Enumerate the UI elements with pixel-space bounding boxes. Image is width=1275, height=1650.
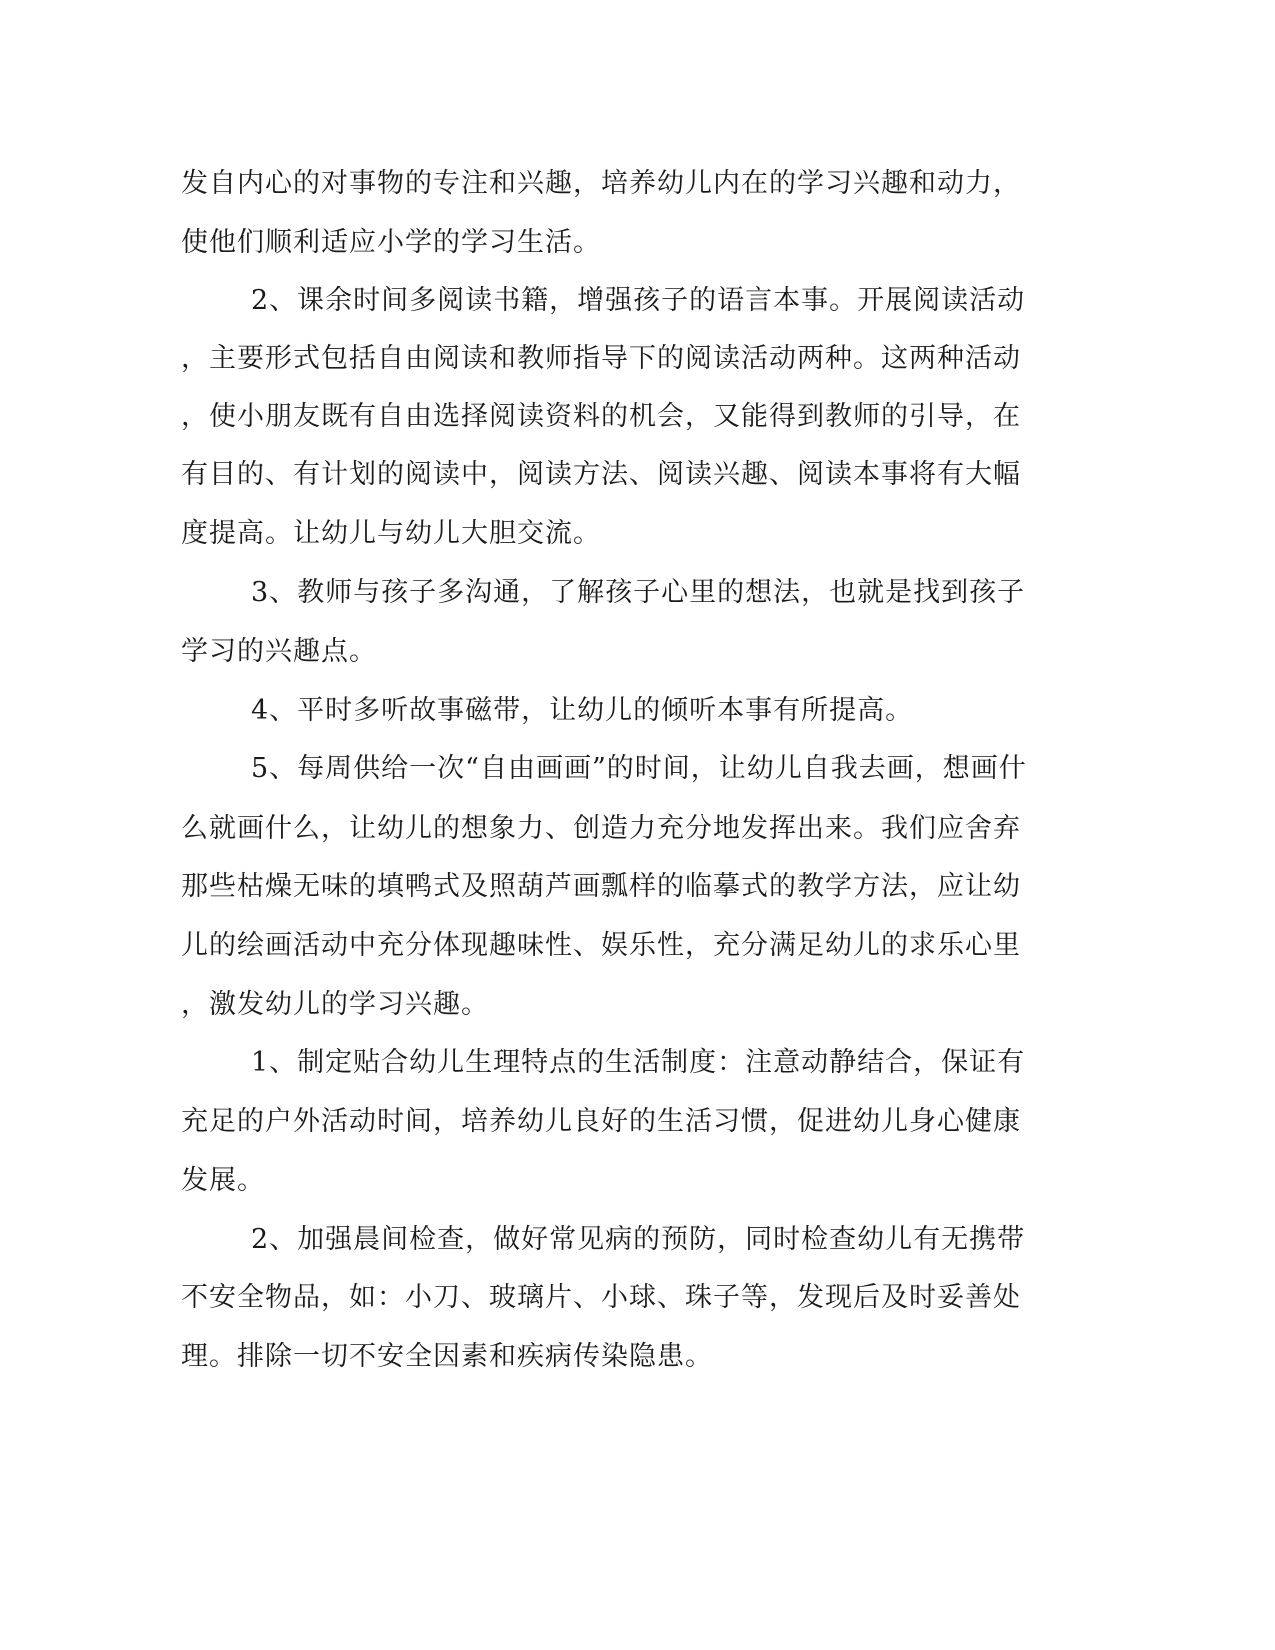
text-line: ，主要形式包括自由阅读和教师指导下的阅读活动两种。这两种活动 (181, 343, 1021, 374)
text-line: 充足的户外活动时间，培养幼儿良好的生活习惯，促进幼儿身心健康 (181, 1106, 1021, 1137)
text-line: 发自内心的对事物的专注和兴趣，培养幼儿内在的学习兴趣和动力， (181, 168, 1021, 199)
text-line: 儿的绘画活动中充分体现趣味性、娱乐性，充分满足幼儿的求乐心里 (181, 930, 1021, 961)
text-line: 5、每周供给一次“自由画画”的时间，让幼儿自我去画，想画什 (251, 753, 1027, 784)
text-line: ，使小朋友既有自由选择阅读资料的机会，又能得到教师的引导，在 (181, 401, 1021, 432)
text-line: 2、课余时间多阅读书籍，增强孩子的语言本事。开展阅读活动 (251, 285, 1026, 316)
text-line: 理。排除一切不安全因素和疾病传染隐患。 (181, 1341, 713, 1372)
text-line: ，激发幼儿的学习兴趣。 (181, 989, 489, 1020)
text-line: 么就画什么，让幼儿的想象力、创造力充分地发挥出来。我们应舍弃 (181, 813, 1021, 844)
text-line: 2、加强晨间检查，做好常见病的预防，同时检查幼儿有无携带 (251, 1224, 1026, 1255)
text-line: 3、教师与孩子多沟通，了解孩子心里的想法，也就是找到孩子 (251, 577, 1026, 608)
text-line: 有目的、有计划的阅读中，阅读方法、阅读兴趣、阅读本事将有大幅 (181, 459, 1021, 490)
text-line: 那些枯燥无味的填鸭式及照葫芦画瓢样的临摹式的教学方法，应让幼 (181, 871, 1021, 902)
text-line: 学习的兴趣点。 (181, 636, 377, 667)
text-line: 不安全物品，如：小刀、玻璃片、小球、珠子等，发现后及时妥善处 (181, 1282, 1021, 1313)
text-line: 使他们顺利适应小学的学习生活。 (181, 227, 601, 258)
text-line: 1、制定贴合幼儿生理特点的生活制度：注意动静结合，保证有 (251, 1047, 1026, 1078)
text-line: 度提高。让幼儿与幼儿大胆交流。 (181, 518, 601, 549)
text-line: 4、平时多听故事磁带，让幼儿的倾听本事有所提高。 (251, 695, 914, 726)
text-line: 发展。 (181, 1165, 265, 1196)
